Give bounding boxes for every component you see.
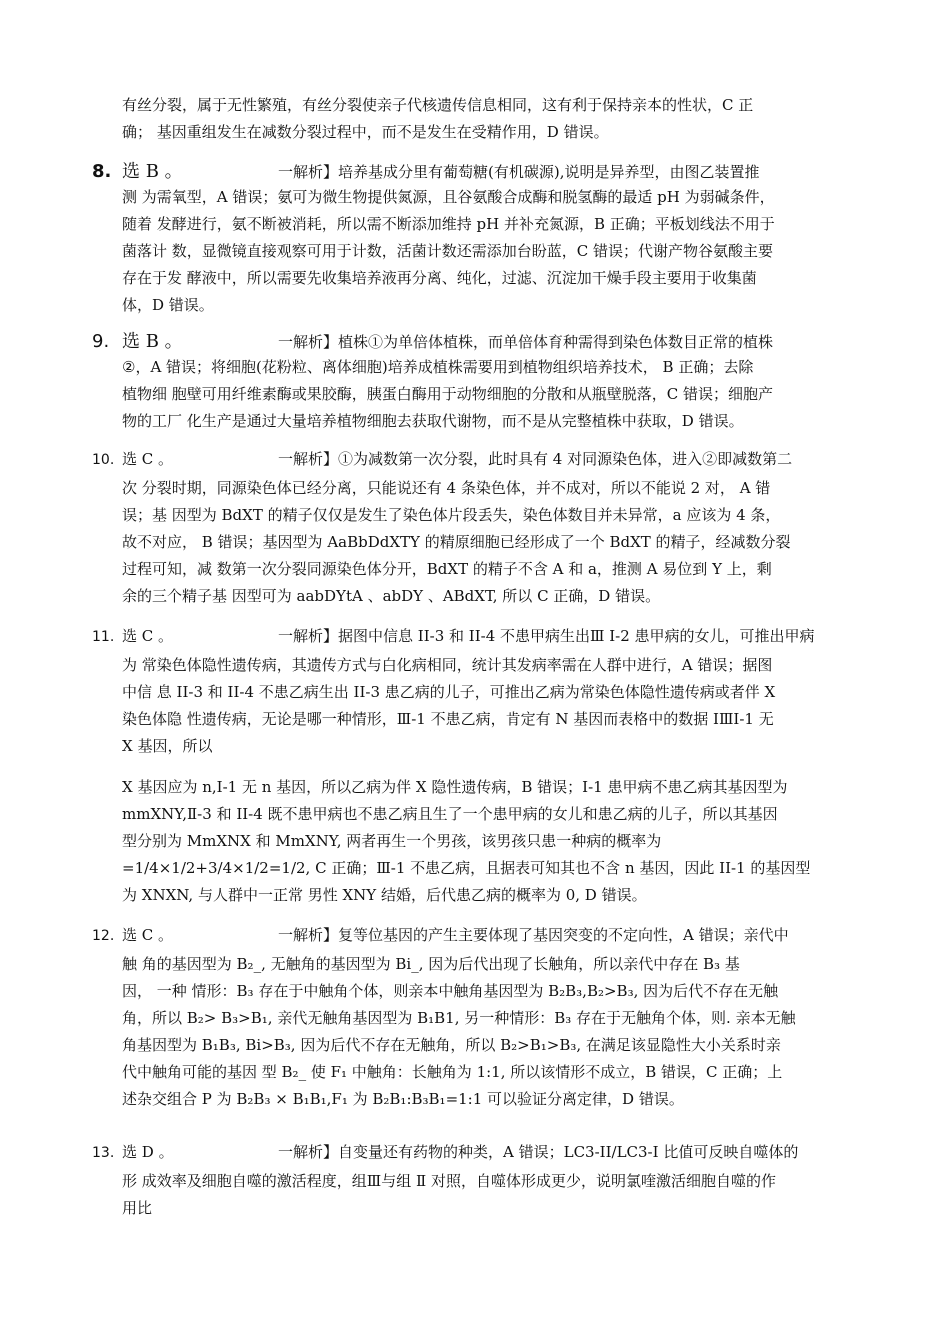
text-line: 型分别为 MmXNX 和 MmXNY, 两者再生一个男孩，该男孩只患一种病的概率为 — [122, 832, 662, 850]
item-choice: 选 C 。 — [122, 627, 174, 645]
item-choice: 选 D 。 — [122, 1143, 174, 1161]
text-line: 为 XNXN, 与人群中一正常 男性 XNY 结婚，后代患乙病的概率为 0, D 错误。 — [122, 886, 647, 904]
item-number: 10. — [92, 452, 115, 468]
text-line: 角，所以 B₂> B₃>B₁, 亲代无触角基因型为 B₁B1, 另一种情形：B₃ 存在于无触角个体，则. 亲本无触 — [122, 1009, 796, 1027]
text-line: 染色体隐 性遗传病，无论是哪一种情形，Ⅲ-1 不患乙病，肯定有 N 基因而表格中的数据 IⅢI-1 无 — [122, 710, 774, 728]
text-line: 述杂交组合 P 为 B₂B₃ × B₁B₁,F₁ 为 B₂B₁:B₃B₁=1:1 可以验证分离定律，D 错误。 — [122, 1090, 684, 1108]
analysis-tag: 一解析】 — [278, 1143, 339, 1161]
answer-item-9 — [92, 327, 867, 435]
item-choice: 选 C 。 — [122, 450, 174, 468]
text-line: 物的工厂 化生产是通过大量培养植物细胞去获取代谢物，而不是从完整植株中获取，D 错误。 — [122, 412, 744, 430]
text-line: 培养基成分里有葡萄糖(有机碳源),说明是异养型，由图乙装置推 — [338, 163, 760, 181]
analysis-tag: 一解析】 — [278, 627, 339, 645]
text-line: 形 成效率及细胞自噬的激活程度，组Ⅲ与组 Ⅱ 对照，自噬体形成更少，说明氯喹激活细胞自噬的作 — [122, 1172, 776, 1190]
text-line: 触 角的基因型为 B₂_, 无触角的基因型为 Bi_, 因为后代出现了长触角，所以亲代中存在 B₃ 基 — [122, 955, 740, 973]
answer-item-11 — [92, 625, 867, 909]
text-line: X 基因，所以 — [122, 737, 213, 755]
answer-item-13 — [92, 1141, 867, 1222]
analysis-tag: 一解析】 — [278, 450, 339, 468]
item-choice: 选 B 。 — [122, 331, 183, 352]
text-line: 误；基 因型为 BdXT 的精子仅仅是发生了染色体片段丢失，染色体数目并未异常，a 应该为 4 条， — [122, 506, 781, 524]
text-line: 过程可知，减 数第一次分裂同源染色体分开，BdXT 的精子不含 A 和 a，推测 A 易位到 Y 上，剩 — [122, 560, 772, 578]
text-line: 存在于发 酵液中，所以需要先收集培养液再分离、纯化，过滤、沉淀加干燥手段主要用于收集菌 — [122, 269, 757, 287]
text-line: X 基因应为 n,I-1 无 n 基因，所以乙病为伴 X 隐性遗传病，B 错误；I-1 患甲病不患乙病其基因型为 — [122, 778, 788, 796]
item-number: 13. — [92, 1145, 115, 1161]
analysis-tag: 一解析】 — [278, 163, 339, 181]
text-line: 菌落计 数，显微镜直接观察可用于计数，活菌计数还需添加台盼蓝，C 错误；代谢产物谷氨酸主要 — [122, 242, 774, 260]
text-line: 故不对应， B 错误；基因型为 AaBbDdXTY 的精原细胞已经形成了一个 BdXT 的精子，经减数分裂 — [122, 533, 791, 551]
item-choice: 选 B 。 — [122, 161, 183, 182]
text-line: 测 为需氧型，A 错误；氨可为微生物提供氮源，且谷氨酸合成酶和脱氢酶的最适 pH 为弱碱条件， — [122, 188, 775, 206]
text-line: =1/4×1/2+3/4×1/2=1/2, C 正确；Ⅲ-1 不患乙病，且据表可知其也不含 n 基因，因此 II-1 的基因型 — [122, 859, 811, 877]
text-line: mmXNY,Ⅱ-3 和 II-4 既不患甲病也不患乙病且生了一个患甲病的女儿和患乙病的儿子，所以其基因 — [122, 805, 778, 823]
text-line: 代中触角可能的基因 型 B₂_ 使 F₁ 中触角：长触角为 1:1, 所以该情形不成立，B 错误，C 正确；上 — [122, 1063, 783, 1081]
text-line: 次 分裂时期，同源染色体已经分离，只能说还有 4 条染色体，并不成对，所以不能说 2 对， A 错 — [122, 479, 771, 497]
answer-item-8 — [92, 157, 867, 319]
text-line: 自变量还有药物的种类，A 错误；LC3-II/LC3-I 比值可反映自噬体的 — [338, 1143, 799, 1161]
text-line: 角基因型为 B₁B₃, Bi>B₃, 因为后代不存在无触角，所以 B₂>B₁>B₃, 在满足该显隐性大小关系时亲 — [122, 1036, 781, 1054]
text-line: 因， 一种 情形：B₃ 存在于中触角个体，则亲本中触角基因型为 B₂B₃,B₂>B₃, 因为后代不存在无触 — [122, 982, 779, 1000]
intro-paragraph — [122, 92, 862, 146]
text-line: 植株①为单倍体植株，而单倍体育种需得到染色体数目正常的植株 — [338, 333, 774, 351]
answer-item-10 — [92, 448, 867, 610]
text-line: ②，A 错误；将细胞(花粉粒、离体细胞)培养成植株需要用到植物组织培养技术， B 正确；去除 — [122, 358, 754, 376]
text-line: 复等位基因的产生主要体现了基因突变的不定向性，A 错误；亲代中 — [338, 926, 789, 944]
analysis-tag: 一解析】 — [278, 333, 339, 351]
item-number: 11. — [92, 629, 115, 645]
text-line: 确； 基因重组发生在减数分裂过程中，而不是发生在受精作用，D 错误。 — [122, 123, 609, 141]
text-line: 中信 息 II-3 和 II-4 不患乙病生出 II-3 患乙病的儿子，可推出乙病为常染色体隐性遗传病或者伴 X — [122, 683, 776, 701]
text-line: 据图中信息 II-3 和 II-4 不患甲病生出Ⅲ I-2 患甲病的女儿，可推出甲病 — [338, 627, 815, 645]
text-line: 余的三个精子基 因型可为 aabDYtA 、abDY 、ABdXT, 所以 C 正确，D 错误。 — [122, 587, 661, 605]
item-number: 8. — [92, 161, 112, 182]
text-line: 植物细 胞壁可用纤维素酶或果胶酶，胰蛋白酶用于动物细胞的分散和从瓶壁脱落，C 错误；细胞产 — [122, 385, 774, 403]
text-line: 随着 发酵进行，氨不断被消耗，所以需不断添加维持 pH 并补充氮源，B 正确；平板划线法不用于 — [122, 215, 775, 233]
item-number: 9. — [92, 331, 110, 352]
text-line: ①为减数第一次分裂，此时具有 4 对同源染色体，进入②即减数第二 — [338, 450, 793, 468]
text-line: 体，D 错误。 — [122, 296, 214, 314]
text-line: 有丝分裂，属于无性繁殖，有丝分裂使亲子代核遗传信息相同，这有利于保持亲本的性状，C 正 — [122, 96, 754, 114]
analysis-tag: 一解析】 — [278, 926, 339, 944]
text-line: 用比 — [122, 1199, 153, 1217]
item-choice: 选 C 。 — [122, 926, 174, 944]
answer-item-12 — [92, 924, 867, 1113]
item-number: 12. — [92, 928, 115, 944]
text-line: 为 常染色体隐性遗传病，其遗传方式与白化病相同，统计其发病率需在人群中进行，A 错误；据图 — [122, 656, 773, 674]
